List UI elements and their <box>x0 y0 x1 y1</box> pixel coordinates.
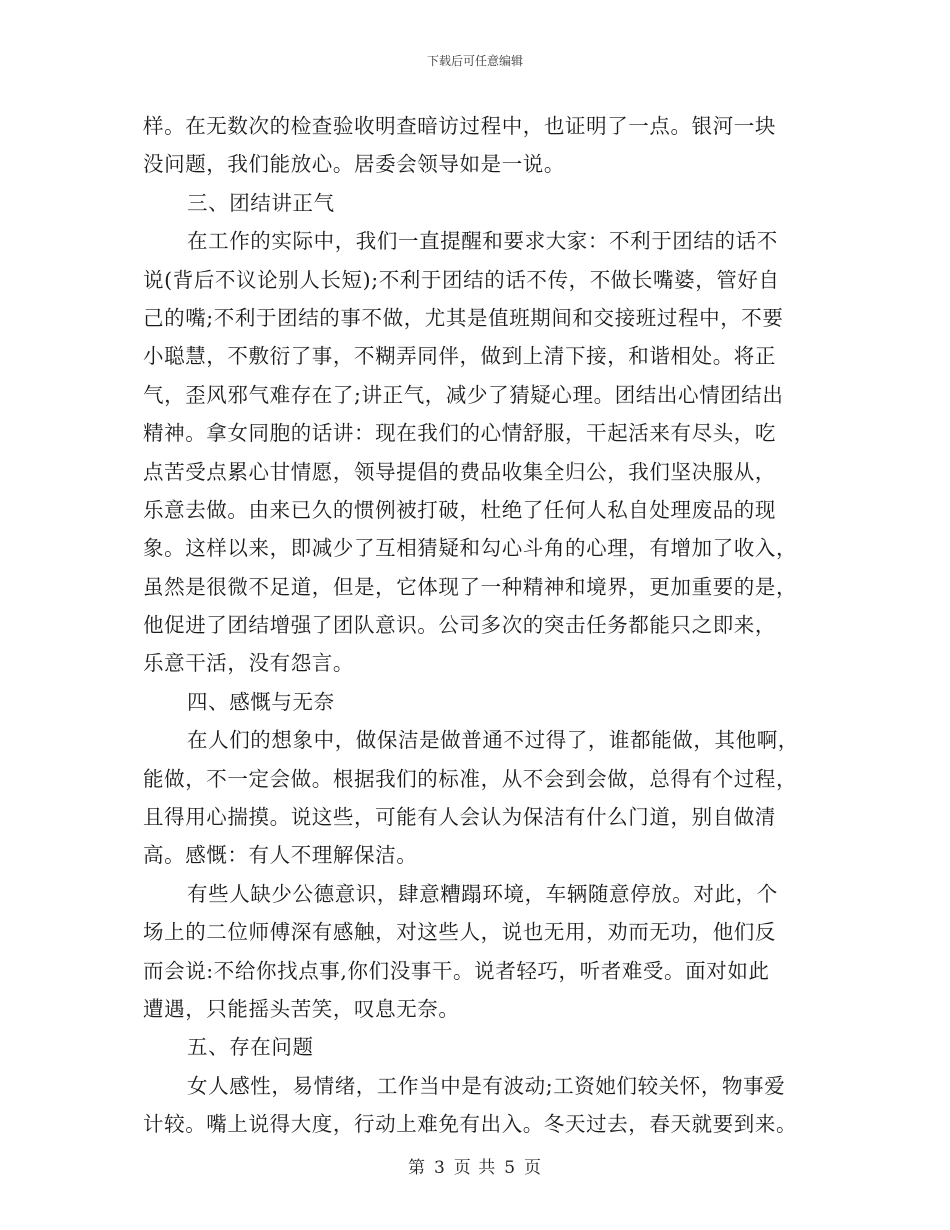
footer-total-pages: 5 <box>504 1158 517 1178</box>
text-line: 计较。嘴上说得大度，行动上难免有出入。冬天过去，春天就要到来。 <box>143 1112 798 1137</box>
document-body <box>143 107 808 1144</box>
page-header: 下载后可任意编辑 <box>426 54 523 68</box>
text-line: 在工作的实际中，我们一直提醒和要求大家：不利于团结的话不 <box>187 229 778 254</box>
footer-middle: 页 共 <box>453 1158 497 1178</box>
footer-suffix: 页 <box>524 1158 543 1178</box>
text-line: 己的嘴;不利于团结的事不做，尤其是值班期间和交接班过程中，不要 <box>143 305 784 330</box>
footer-page-number: 3 <box>433 1158 446 1178</box>
text-line: 乐意去做。由来已久的惯例被打破，杜绝了任何人私自处理废品的现 <box>143 497 776 522</box>
text-line: 五、存在问题 <box>187 1035 314 1060</box>
text-line: 且得用心揣摸。说这些，可能有人会认为保洁有什么门道，别自做清 <box>143 805 776 830</box>
text-line: 样。在无数次的检查验收明查暗访过程中，也证明了一点。银河一块 <box>143 114 776 138</box>
text-line: 他促进了团结增强了团队意识。公司多次的突击任务都能只之即来， <box>143 613 776 638</box>
text-line: 没问题，我们能放心。居委会领导如是一说。 <box>143 152 565 177</box>
text-line: 三、团结讲正气 <box>187 190 335 215</box>
text-line: 女人感性，易情绪，工作当中是有波动;工资她们较关怀，物事爱 <box>187 1073 786 1098</box>
text-line: 小聪慧，不敷衍了事，不糊弄同伴，做到上清下接，和谐相处。将正 <box>143 344 776 369</box>
text-line: 场上的二位师傅深有感触，对这些人，说也无用，劝而无功，他们反 <box>143 920 776 945</box>
text-line: 能做，不一定会做。根据我们的标准，从不会到会做，总得有个过程， <box>143 766 798 791</box>
text-line: 乐意干活，没有怨言。 <box>143 651 354 676</box>
text-line: 高。感慨：有人不理解保洁。 <box>143 843 418 868</box>
text-line: 精神。拿女同胞的话讲：现在我们的心情舒服，干起活来有尽头，吃 <box>143 421 776 446</box>
text-line: 象。这样以来，即减少了互相猜疑和勾心斗角的心理，有增加了收入， <box>143 536 798 561</box>
text-line: 而会说:不给你找点事,你们没事干。说者轻巧，听者难受。面对如此 <box>143 958 770 983</box>
text-line: 遭遇，只能摇头苦笑，叹息无奈。 <box>143 996 460 1021</box>
text-line: 在人们的想象中，做保洁是做普通不过得了，谁都能做，其他啊， <box>187 728 799 753</box>
text-line: 四、感慨与无奈 <box>187 689 335 714</box>
text-line: 气，歪风邪气难存在了;讲正气，减少了猜疑心理。团结出心情团结出 <box>143 382 784 407</box>
text-line: 有些人缺少公德意识，肆意糟蹋环境，车辆随意停放。对此，个 <box>187 881 778 906</box>
page-footer <box>0 1153 950 1178</box>
footer-prefix: 第 <box>407 1158 426 1178</box>
text-line: 虽然是很微不足道，但是，它体现了一种精神和境界，更加重要的是， <box>143 574 798 599</box>
text-line: 说(背后不议论别人长短);不利于团结的话不传，不做长嘴婆，管好自 <box>143 267 780 292</box>
text-line: 点苦受点累心甘情愿，领导提倡的费品收集全归公，我们坚决服从， <box>143 459 776 484</box>
